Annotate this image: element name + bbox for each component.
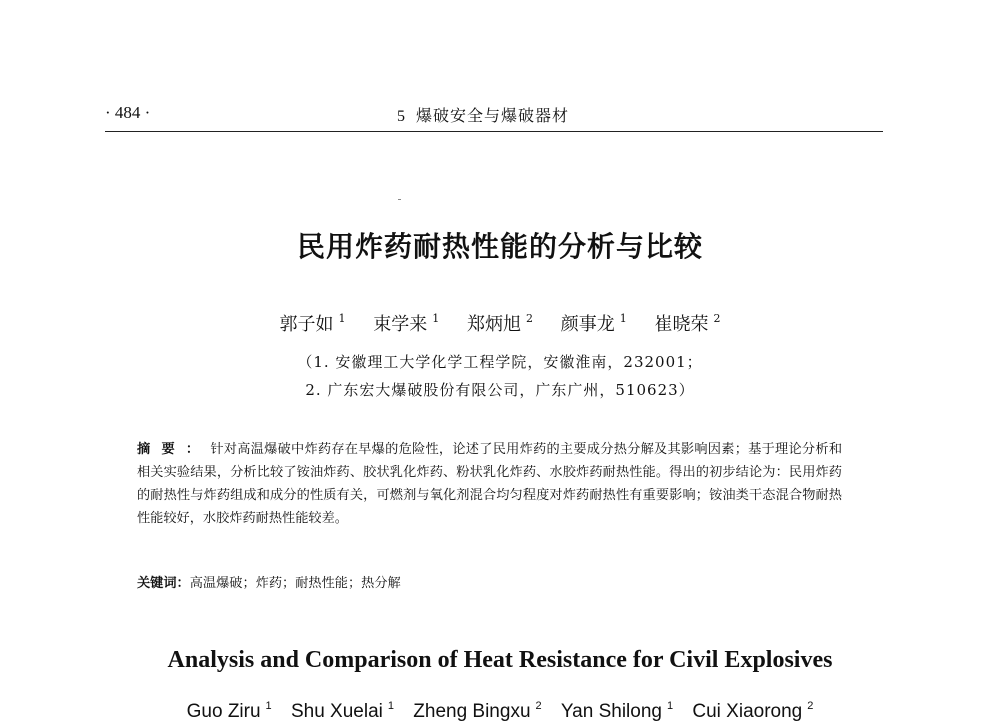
affiliation-marker: 1 bbox=[387, 700, 394, 712]
author-en bbox=[561, 701, 673, 722]
abstract-text: 针对高温爆破中炸药存在早爆的危险性，论述了民用炸药的主要成分热分解及其影响因素；基于理论分析和相关实验结果，分析比较了铵油炸药、胶状乳化炸药、粉状乳化炸药、水胶炸药耐热性能。得出的初步结论为：民用炸药的耐热性与炸药组成和成分的性质有关，可燃剂与氧化剂混合均匀程度对炸药耐热性有重要影响；铵油类干态混合物耐热性能较好，水胶炸药耐热性能较差。 bbox=[137, 442, 843, 526]
running-head bbox=[105, 100, 883, 130]
author-en bbox=[692, 701, 813, 722]
affiliation-marker: 2 bbox=[535, 700, 542, 712]
author-en bbox=[413, 701, 541, 722]
scan-speck bbox=[398, 199, 401, 200]
affiliation-marker: 2 bbox=[807, 700, 814, 712]
author-en bbox=[291, 701, 394, 722]
author-name: Yan Shilong bbox=[560, 701, 662, 722]
affiliation-marker: 2 bbox=[713, 312, 721, 325]
affiliation-2: 2. 广东宏大爆破股份有限公司，广东广州，510623） bbox=[305, 381, 695, 399]
page-number: · 484 · bbox=[105, 103, 151, 122]
author-name: Guo Ziru bbox=[186, 701, 261, 722]
paper-title-cn: 民用炸药耐热性能的分析与比较 bbox=[296, 230, 703, 263]
author-list-en bbox=[0, 700, 1000, 723]
keywords-text: 高温爆破；炸药；耐热性能；热分解 bbox=[189, 576, 401, 591]
affiliation-marker: 1 bbox=[666, 700, 674, 712]
affiliation-marker: 2 bbox=[526, 312, 533, 325]
section-number: 5 bbox=[397, 108, 406, 125]
affiliation-marker: 1 bbox=[619, 312, 627, 325]
author-list-cn bbox=[0, 310, 1000, 336]
author-cn bbox=[561, 314, 627, 335]
author-cn bbox=[654, 314, 720, 335]
paper-title-en: Analysis and Comparison of Heat Resistance for Civil Explosives bbox=[167, 647, 833, 673]
abstract-label: 摘要： bbox=[137, 442, 211, 457]
affiliation-marker: 1 bbox=[432, 312, 440, 325]
header-rule bbox=[105, 131, 883, 132]
author-cn bbox=[280, 314, 346, 335]
section-title bbox=[397, 103, 569, 126]
author-name: Cui Xiaorong bbox=[692, 701, 803, 722]
author-name: Shu Xuelai bbox=[290, 701, 383, 722]
affiliation-marker: 1 bbox=[265, 700, 272, 712]
author-name: 郑炳旭 bbox=[467, 314, 521, 335]
author-cn bbox=[467, 314, 533, 335]
author-en bbox=[187, 701, 272, 722]
author-name: 郭子如 bbox=[279, 314, 334, 335]
keywords bbox=[137, 572, 842, 591]
affiliation-marker: 1 bbox=[338, 312, 346, 325]
author-name: 束学来 bbox=[373, 314, 428, 335]
author-name: 崔晓荣 bbox=[654, 314, 709, 335]
abstract bbox=[137, 438, 842, 530]
author-cn bbox=[373, 314, 439, 335]
section-title-text: 爆破安全与爆破器材 bbox=[416, 106, 570, 125]
keywords-label: 关键词： bbox=[137, 576, 190, 591]
author-name: Zheng Bingxu bbox=[413, 701, 531, 722]
author-name: 颜事龙 bbox=[560, 314, 615, 335]
affiliation-1: （1. 安徽理工大学化学工程学院，安徽淮南，232001； bbox=[297, 353, 703, 371]
